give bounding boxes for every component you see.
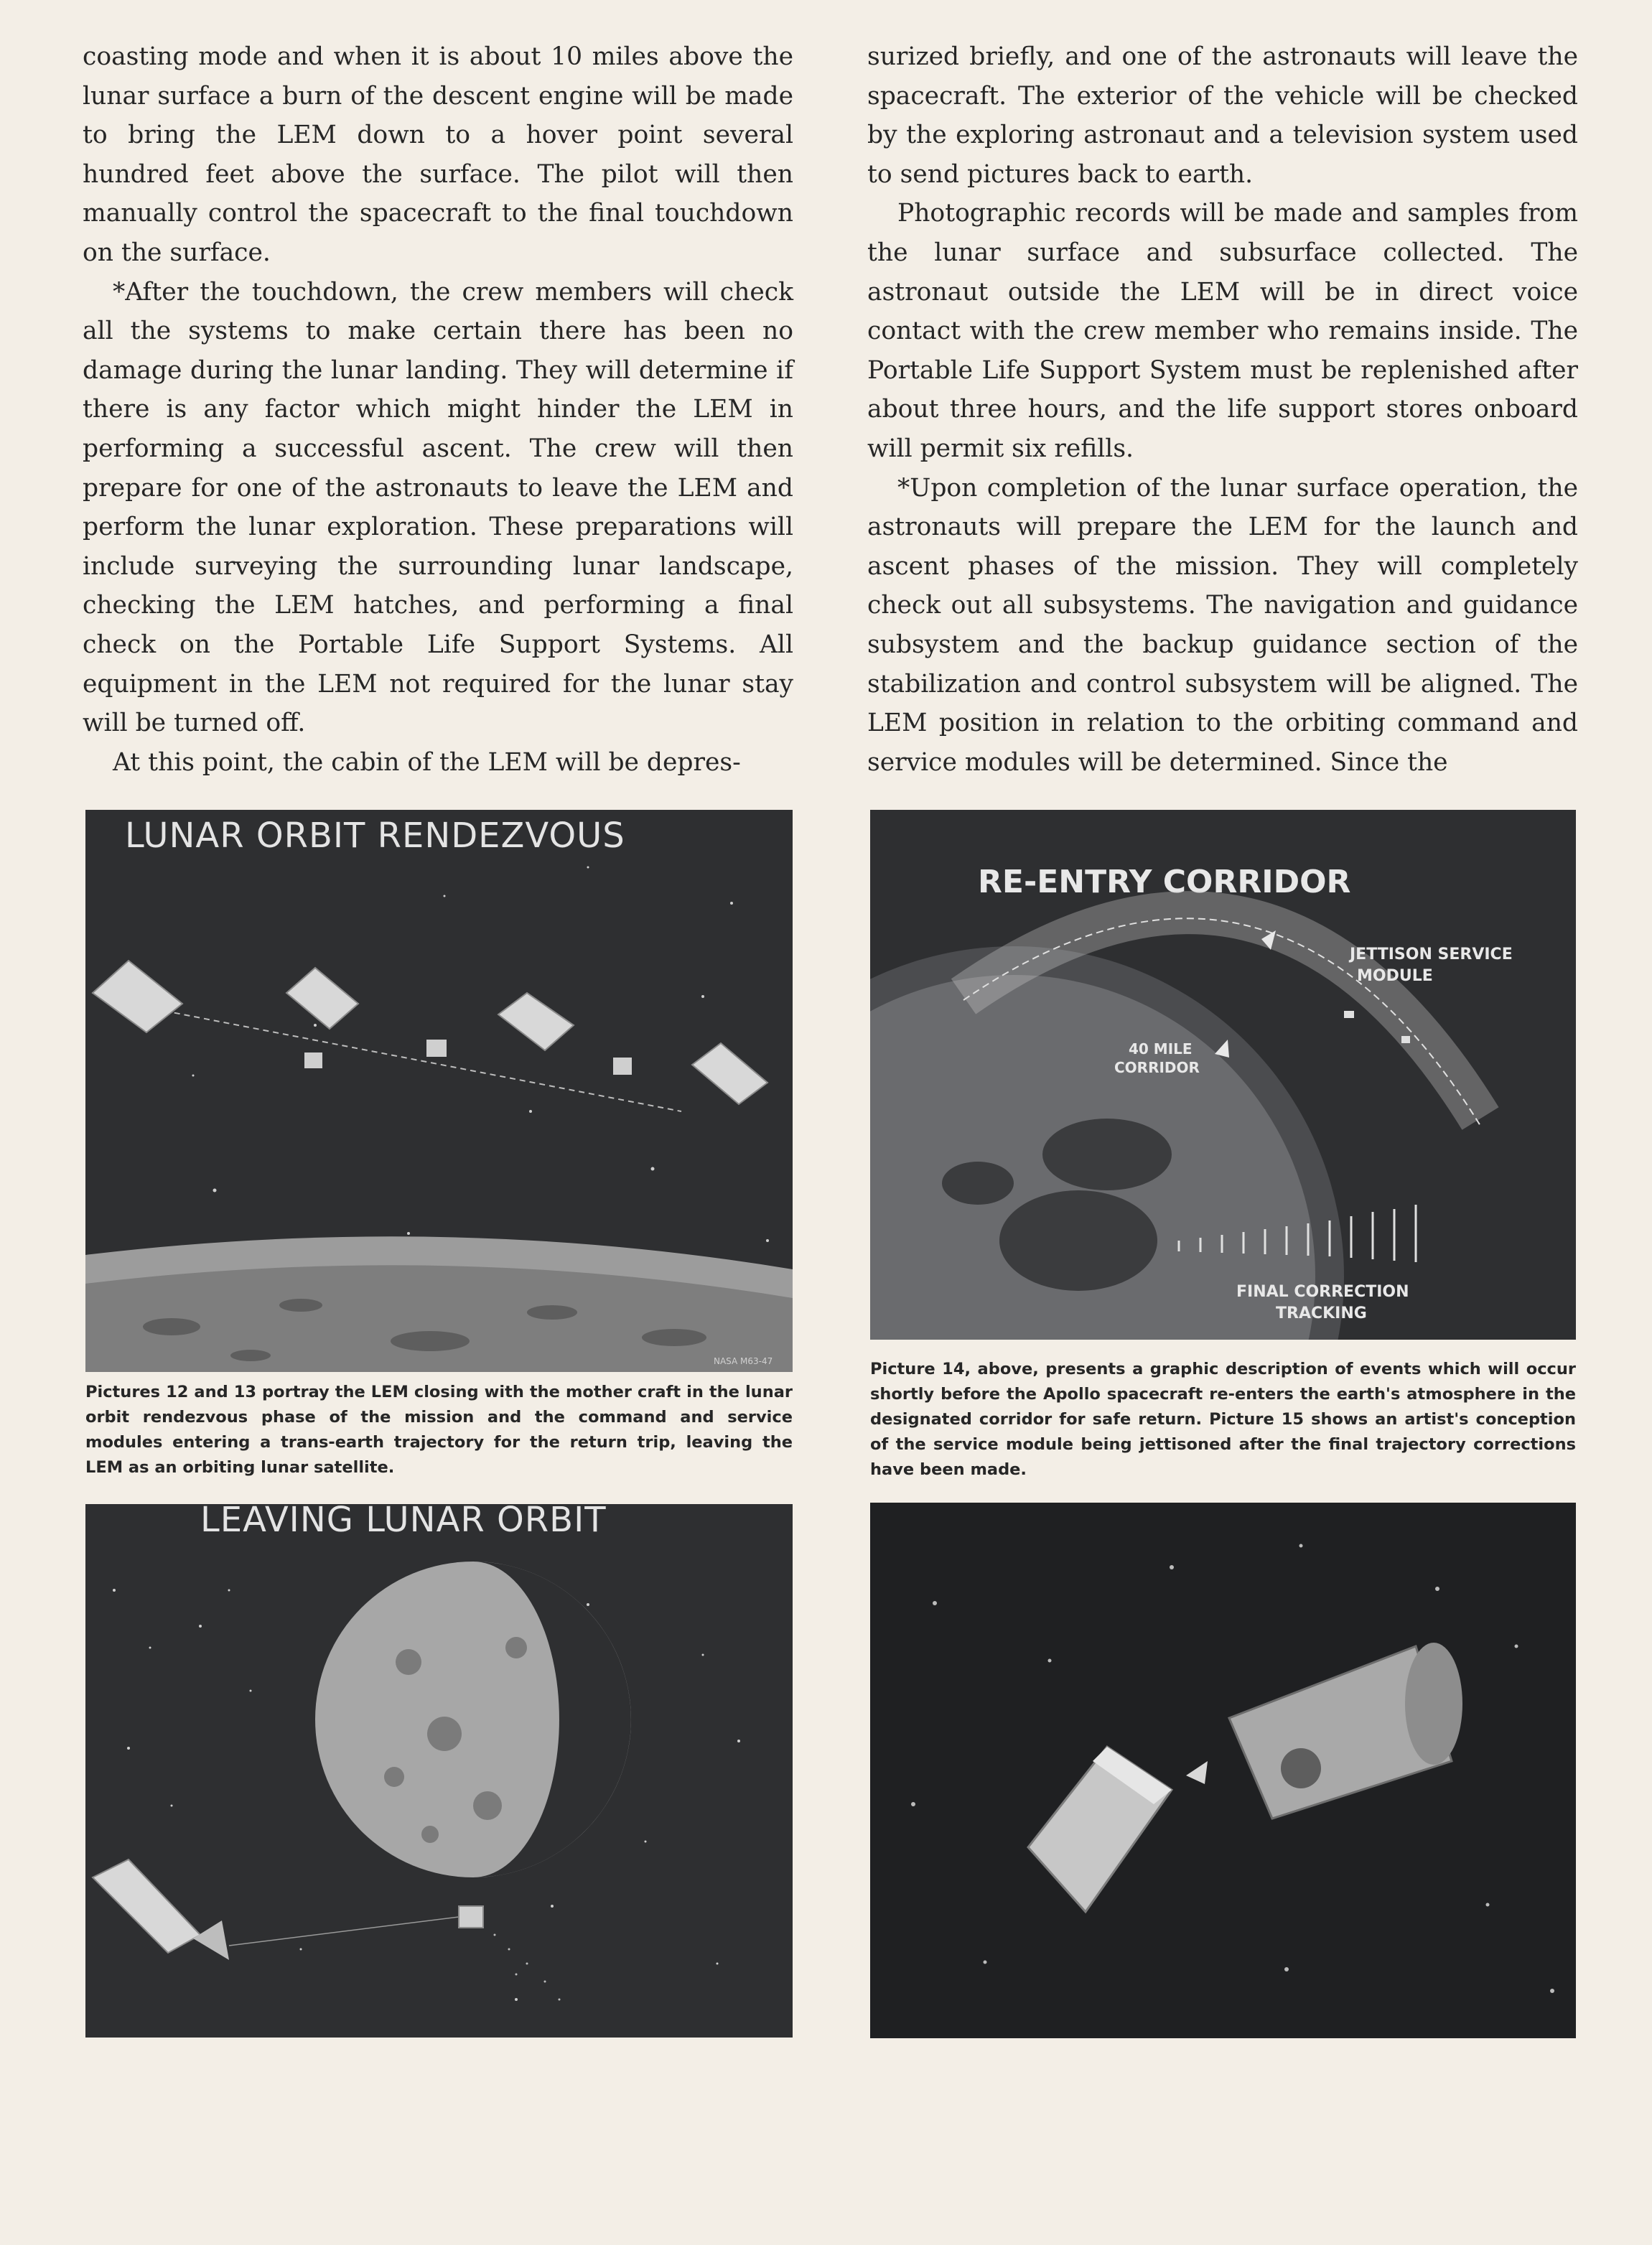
label-corridor-line1: 40 MILE (1129, 1040, 1193, 1058)
caption-pictures-14-15: Picture 14, above, presents a graphic description of events which will occur shortly before the Apollo spacecraft re-enters the earth's atmosphere in the designated corridor for safe return. Picture 15 shows an artist's conception of the service module being jettisoned after the final trajectory corrections have been made. (870, 1360, 1576, 1479)
right-paragraph-3: *Upon completion of the lunar surface operation, the astronauts will prepare the LEM for the launch and ascent phases of the mission. They will completely check out all subsystems. The navigation and guidance subsystem and the backup guidance section of the stabilization and control subsystem will be aligned. The LEM position in relation to the orbiting command and service modules will be determined. Since the (867, 473, 1578, 777)
right-text-column (867, 37, 1578, 782)
right-paragraph-2: Photographic records will be made and samples from the lunar surface and subsurface collected. The astronaut outside the LEM will be in direct voice contact with the crew member who remains inside. The Portable Life Support System must be replenished after about three hours, and the life support stores onboard will permit six refills. (867, 199, 1578, 463)
reentry-corridor-title: RE-ENTRY CORRIDOR (978, 864, 1351, 900)
label-tracking-line1: FINAL CORRECTION (1236, 1283, 1409, 1301)
left-text-column (83, 37, 793, 782)
label-jettison-line1: JETTISON SERVICE (1350, 946, 1513, 963)
figure-lunar-orbit-rendezvous (85, 810, 793, 1372)
label-corridor-line2: CORRIDOR (1114, 1059, 1200, 1076)
left-paragraph-1: coasting mode and when it is about 10 miles above the lunar surface a burn of the descent engine will be made to bring the LEM down to a hover point several hundred feet above the surface. The pilot will then manually control the spacecraft to the final touchdown on the surface. (83, 42, 793, 267)
leaving-lunar-orbit-illustration (85, 1504, 793, 2038)
lem-satellite (459, 1906, 483, 1928)
spacecraft-marker (1401, 1036, 1410, 1043)
figure-reentry-corridor (870, 810, 1576, 1340)
lunar-orbit-rendezvous-title: LUNAR ORBIT RENDEZVOUS (125, 816, 625, 856)
label-tracking-line2: TRACKING (1276, 1304, 1367, 1322)
lunar-orbit-rendezvous-illustration (85, 810, 793, 1372)
left-paragraph-2: *After the touchdown, the crew members will check all the systems to make certain there has been no damage during the lunar landing. They will determine if there is any factor which might hinder the LEM in performing a successful ascent. The crew will then prepare for one of the astronauts to leave the LEM and perform the lunar exploration. These preparations will include surveying the surrounding lunar landscape, checking the LEM hatches, and performing a final check on the Portable Life Support Systems. All equipment in the LEM not required for the lunar stay will be turned off. (83, 277, 793, 738)
label-jettison-line2: MODULE (1357, 967, 1433, 985)
left-paragraph-3: At this point, the cabin of the LEM will be depres- (113, 747, 741, 777)
right-paragraph-1: surized briefly, and one of the astronauts will leave the spacecraft. The exterior of the vehicle will be checked by the exploring astronaut and a television system used to send pictures back to earth. (867, 42, 1578, 189)
figure-leaving-lunar-orbit (85, 1504, 793, 2038)
leaving-lunar-orbit-title: LEAVING LUNAR ORBIT (200, 1504, 607, 1540)
figure-service-module-jettison (870, 1503, 1576, 2038)
figure-credit: NASA M63-47 (714, 1356, 773, 1366)
spacecraft-marker (1344, 1011, 1354, 1018)
reentry-corridor-illustration (870, 810, 1576, 1340)
service-module-jettison-illustration (870, 1503, 1576, 2038)
caption-pictures-12-13: Pictures 12 and 13 portray the LEM closing with the mother craft in the lunar orbit rendezvous phase of the mission and the command and service modules entering a trans-earth trajectory for the return trip, leaving the LEM as an orbiting lunar satellite. (85, 1383, 793, 1477)
